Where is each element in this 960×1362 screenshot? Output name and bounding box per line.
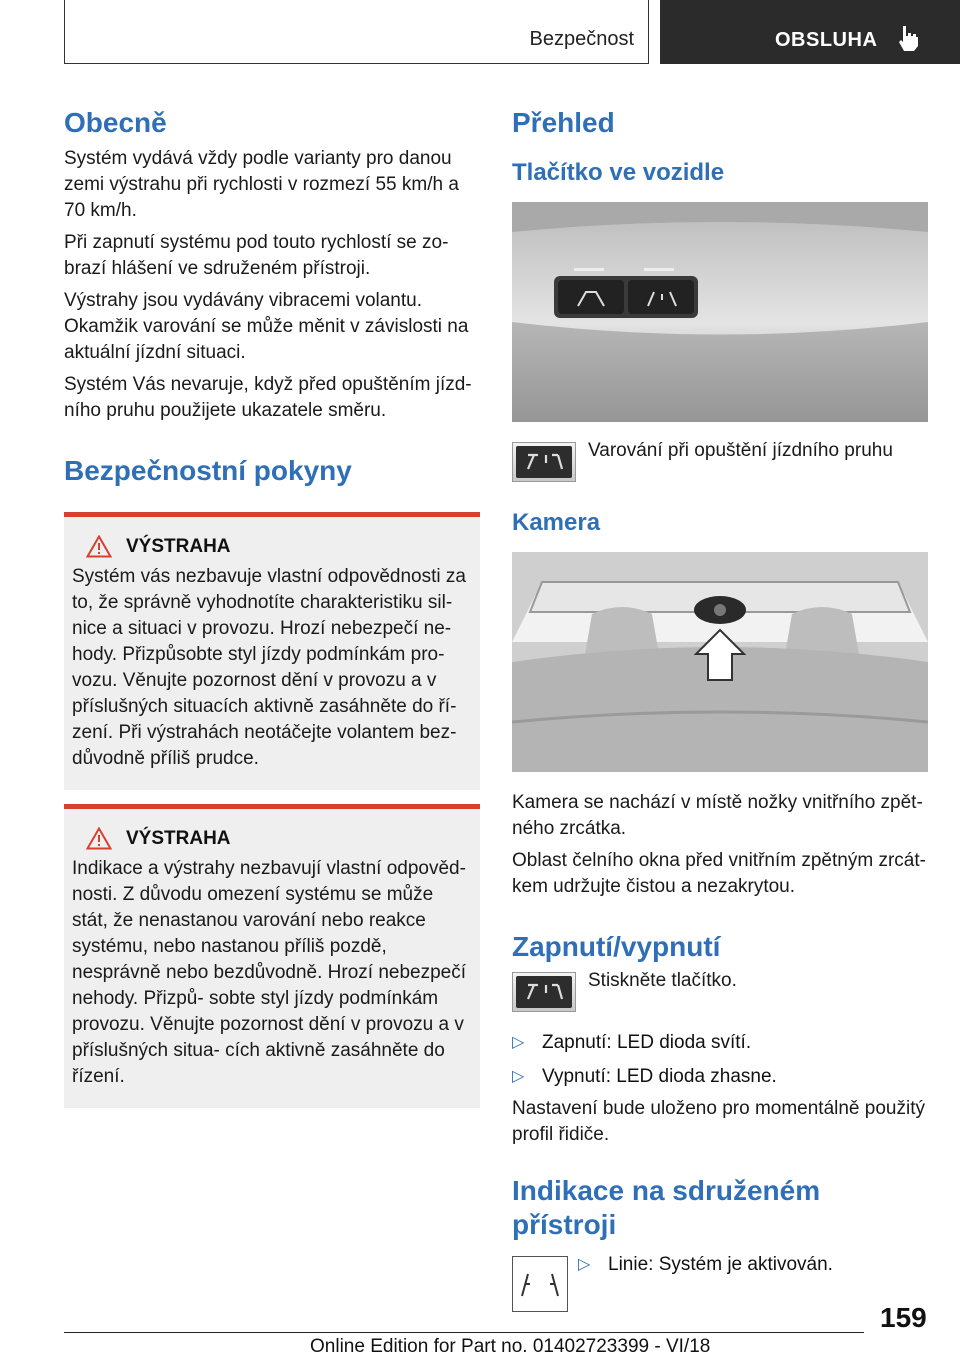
button-caption: Varování při opuštění jízdního pruhu	[588, 440, 893, 461]
header-chapter	[660, 0, 960, 64]
pointer-hand-icon	[895, 24, 921, 52]
bullet-triangle-icon: ▷	[512, 1034, 525, 1051]
bullet-triangle-icon: ▷	[578, 1256, 591, 1273]
footer-edition: Online Edition for Part no. 01402723399 - VI/18	[310, 1336, 711, 1357]
camera-paragraph: Kamera se nachází v místě nožky vnitřního zpět- ného zrcátka.	[512, 792, 923, 839]
warning-title: VÝSTRAHA	[86, 827, 472, 850]
warning-box	[64, 804, 480, 1108]
list-item: ▷ Zapnutí: LED dioda svítí.	[512, 1030, 928, 1056]
onoff-paragraph: Nastavení bude uloženo pro momentálně použitý profil řidiče.	[512, 1098, 925, 1145]
list-item: ▷ Linie: Systém je aktivován.	[578, 1252, 833, 1278]
lane-departure-icon	[512, 442, 576, 482]
heading-button: Tlačítko ve vozidle	[512, 159, 725, 186]
paragraph: Systém vydává vždy podle varianty pro danou zemi výstrahu při rychlosti v rozmezí 55 km/h a 70 km/h.	[64, 148, 459, 221]
header-section-label: Bezpečnost	[529, 28, 634, 50]
warning-triangle-icon	[86, 535, 112, 558]
lane-departure-icon	[512, 972, 576, 1012]
heading-onoff: Zapnutí/vypnutí	[512, 931, 721, 962]
cluster-row	[512, 1256, 928, 1312]
page-number: 159	[880, 1302, 927, 1333]
button-panel-photo	[512, 202, 928, 422]
warning-box	[64, 512, 480, 790]
warning-text: Systém vás nezbavuje vlastní odpovědnosti za to, že správně vyhodnotíte charakteristiku sil- nice a situaci v provozu. Hrozí nebezpečí ne- hody. Přizpůsobte styl jízdy podmínkám pro- vozu. Věnujte pozornost dění v provozu a v příslušných situacích aktivně zasáhněte do ří- zení. Při výstrahách neotáčejte volantem bez- důvodně příliš prudce.	[72, 566, 466, 769]
footer-rule	[64, 1332, 864, 1333]
left-column	[64, 96, 480, 1108]
button-caption-row	[512, 442, 928, 482]
paragraph: Při zapnutí systému pod touto rychlostí se zo- brazí hlášení ve sdruženém přístroji.	[64, 232, 449, 279]
warning-text: Indikace a výstrahy nezbavují vlastní odpověd- nosti. Z důvodu omezení systému se může stát, že nenastanou varování nebo reakce systému, nebo nastanou příliš pozdě, nesprávně nebo bezdůvodně. Hrozí nebezpečí nehody. Přizpů- sobte styl jízdy podmínkám provozu. Věnujte pozornost dění v provozu a v příslušných situa- cích aktivně zasáhněte do řízení.	[72, 858, 466, 1087]
heading-safety: Bezpečnostní pokyny	[64, 455, 352, 486]
press-button-text: Stiskněte tlačítko.	[588, 970, 737, 991]
heading-general: Obecně	[64, 107, 167, 138]
heading-cluster: Indikace na sdruženém přístroji	[512, 1175, 821, 1240]
camera-paragraph: Oblast čelního okna před vnitřním zpětným zrcát- kem udržujte čistou a nezakrytou.	[512, 850, 926, 897]
paragraph: Systém Vás nevaruje, když před opuštěním jízd- ního pruhu použijete ukazatele směru.	[64, 374, 472, 421]
header-chapter-label: OBSLUHA	[775, 29, 878, 51]
camera-location-photo	[512, 552, 928, 772]
press-button-row	[512, 972, 928, 1012]
warning-title: VÝSTRAHA	[86, 535, 472, 558]
heading-camera: Kamera	[512, 509, 601, 536]
right-column	[512, 96, 928, 1312]
bullet-triangle-icon: ▷	[512, 1068, 525, 1085]
paragraph: Výstrahy jsou vydávány vibracemi volantu. Okamžik varování se může měnit v závislosti na aktuální jízdní situaci.	[64, 290, 469, 363]
list-item: ▷ Vypnutí: LED dioda zhasne.	[512, 1064, 928, 1090]
header-section	[64, 0, 649, 64]
heading-overview: Přehled	[512, 107, 615, 138]
lane-lines-icon	[512, 1256, 568, 1312]
warning-triangle-icon	[86, 827, 112, 850]
